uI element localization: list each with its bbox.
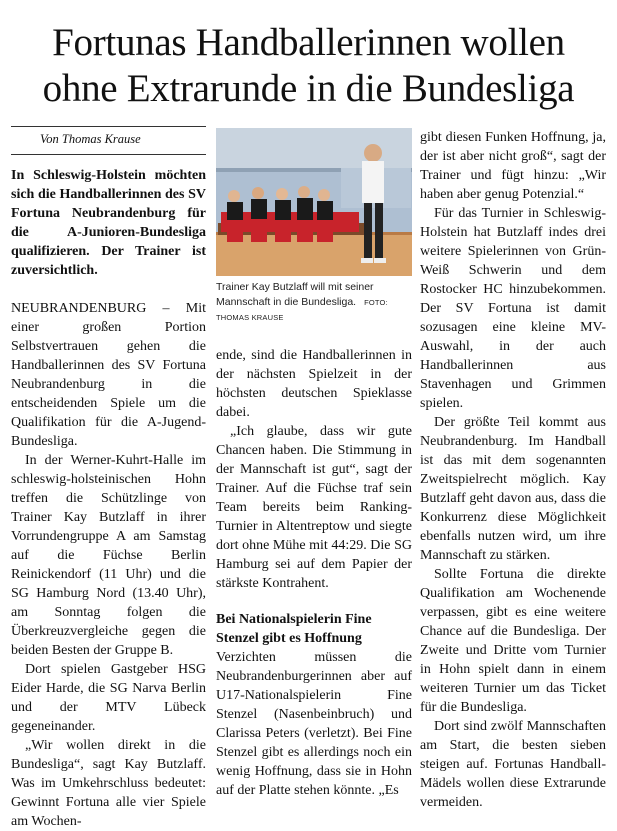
body-paragraph: Sollte Fortuna die direkte Qualifikation am Wochenende verpassen, gibt es eine weitere Chance auf die Bundesliga. Der Zweite und Dritte vom Turnier in Hohn spielt dann in einem weiteren Turnier um das Ticket für die Bundesliga. xyxy=(420,567,606,715)
body-paragraph: Der größte Teil kommt aus Neubrandenburg. Im Handball ist das mit dem sogenannten Zweitspielrecht möglich. Kay Butzlaff geht davon aus, dass die Konkurrenz diese Möglichkeit ebenfalls nutzen wird, um ihre Mannschaft zu stärken. xyxy=(420,415,606,563)
team-photo xyxy=(216,128,412,276)
photo-caption xyxy=(216,280,412,325)
caption-text: Trainer Kay Butzlaff will mit seiner Mannschaft in die Bundesliga. xyxy=(216,281,374,308)
body-paragraph: Dort sind zwölf Mannschaften am Start, die besten sieben steigen auf. Fortunas Handball-Mädels wollen diese Extrarunde vermeiden. xyxy=(420,719,606,810)
body-paragraph: In der Werner-Kuhrt-Halle im schleswig-holsteinischen Hohn treffen die Schützlinge von Trainer Kay Butzlaff in ihrer Vorrundengruppe A am Samstag auf die Füchse Berlin Reinickendorf (11 Uhr) und die SG Hamburg Nord (13.40 Uhr), am Sonntag folgen die Überkreuzvergleiche gegen die beiden Besten der Gruppe B. xyxy=(11,453,206,658)
body-paragraph: gibt diesen Funken Hoffnung, ja, der ist aber nicht groß“, sagt der Trainer und fügt hinzu: „Wir haben aber genug Potenzial.“ xyxy=(420,130,606,202)
body-paragraph: „Ich glaube, dass wir gute Chancen haben. Die Stimmung in der Mannschaft ist gut“, sagt der Trainer. Auf die Füchse traf sein Team bereits beim Ranking-Turnier in Altentreptow und siegte dort ohne Mühe mit 44:29. Die SG Hamburg sei auf dem Papier der stärkste Kontrahent. xyxy=(216,424,412,591)
divider-lead xyxy=(11,154,206,155)
column-3 xyxy=(420,128,606,812)
body-paragraph: Verzichten müssen die Neubrandenburgerinnen aber auf U17-Nationalspielerin Fine Stenzel (Nasenbeinbruch) und Clarissa Peters (verletzt). Bei Fine Stenzel gibt es allerdings noch ein wenig Hoffnung, dass sie in Hohn auf der Platte stehen könnte. „Es xyxy=(216,650,412,798)
sub-headline: Bei Nationalspielerin Fine Stenzel gibt es Hoffnung xyxy=(216,612,372,646)
column-1 xyxy=(11,299,206,831)
body-paragraph: Dort spielen Gastgeber HSG Eider Harde, die SG Narva Berlin und der MTV Lübeck gegeneinander. xyxy=(11,662,206,734)
lead-paragraph: In Schleswig-Holstein möchten sich die Handballerinnen des SV Fortuna Neubrandenburg für die A-Junioren-Bundesliga qualifizieren. Der Trainer ist zuversichtlich. xyxy=(11,168,206,278)
body-paragraph: „Wir wollen direkt in die Bundesliga“, sagt Kay Butzlaff. Was im Umkehrschluss bedeutet: Gewinnt Fortuna alle vier Spiele am Wochen- xyxy=(11,738,206,829)
column-2 xyxy=(216,346,412,800)
headline xyxy=(0,20,617,112)
photo-credit: FOTO: THOMAS KRAUSE xyxy=(216,298,388,322)
headline-line-1: Fortunas Handballerinnen wollen xyxy=(52,21,565,64)
body-paragraph: NEUBRANDENBURG – Mit einer großen Portion Selbstvertrauen gehen die Handballerinnen des SV Fortuna Neubrandenburg in die entscheidenden Spiele um die Qualifikation für die A-Jugend-Bundesliga. xyxy=(11,301,206,449)
body-paragraph: Für das Turnier in Schleswig-Holstein hat Butzlaff indes drei weitere Spielerinnen von Grün-Weiß Schwerin und dem Rostocker HC hinzubekommen. Der SV Fortuna ist damit sozusagen eine kleine MV-Auswahl, in der auch Handballerinnen aus Stavenhagen und Grimmen spielen. xyxy=(420,206,606,411)
divider-top xyxy=(11,126,206,127)
author-byline: Von Thomas Krause xyxy=(40,132,141,146)
body-paragraph: ende, sind die Handballerinnen in der nächsten Spielzeit in der höchsten deutschen Spieklasse dabei. xyxy=(216,348,412,420)
headline-line-2: ohne Extrarunde in die Bundesliga xyxy=(42,67,575,110)
team-photo-image xyxy=(216,128,412,276)
